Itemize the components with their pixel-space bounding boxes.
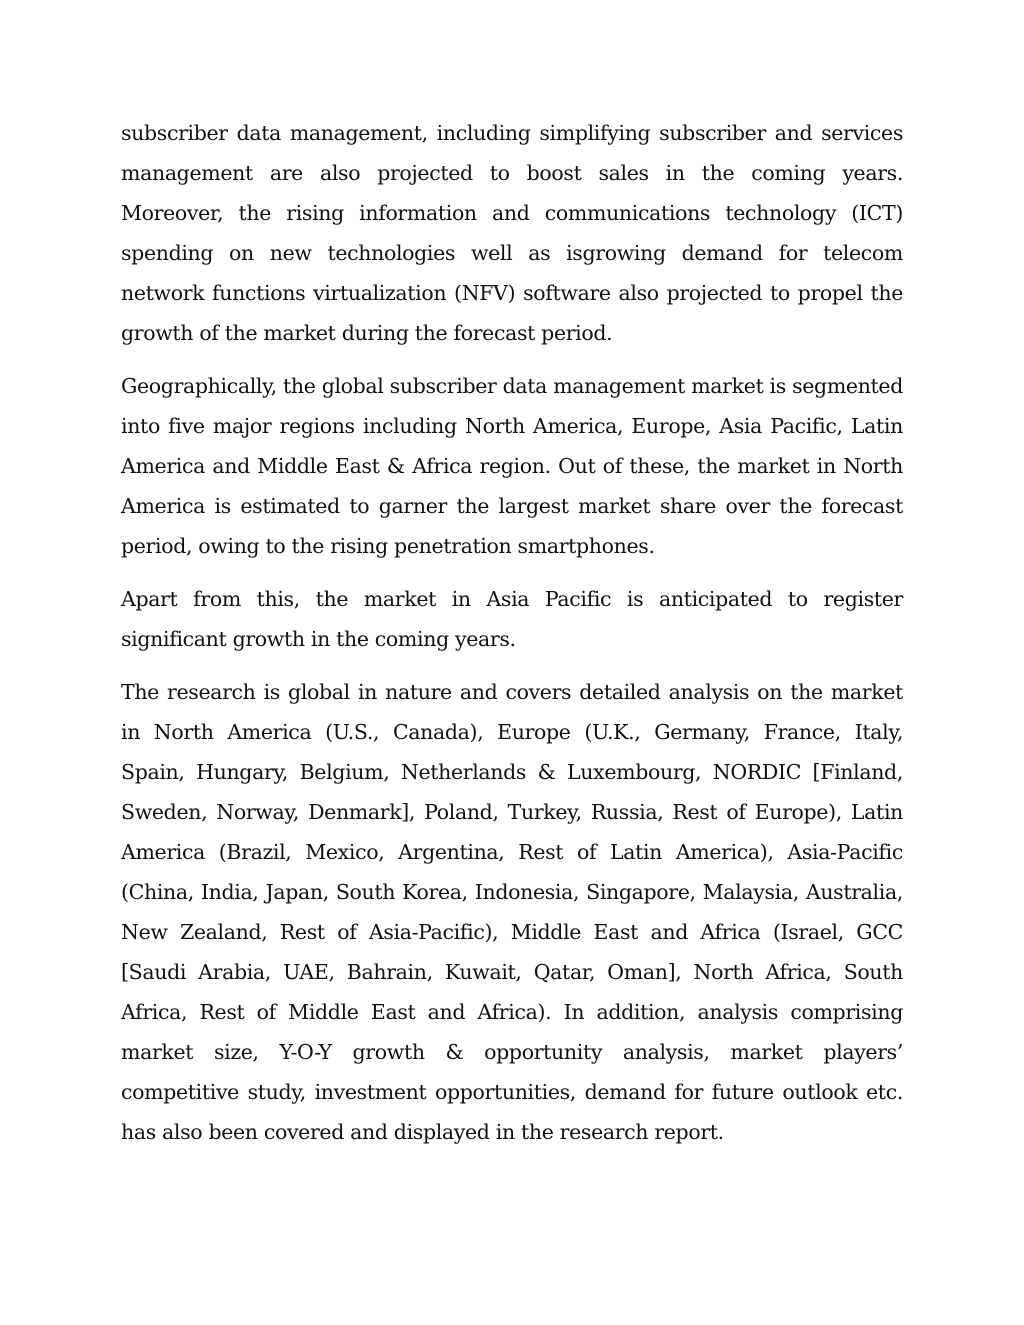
- paragraph-geography: Geographically, the global subscriber data management market is segmented into five major regions including North America, Europe, Asia Pacific, Latin America and Middle East & Africa region. Out of these, the market in North America is estimated to garner the largest market share over the forecast period, owing to the rising penetration smartphones.: [121, 374, 903, 558]
- paragraph-market-drivers: subscriber data management, including simplifying subscriber and services management are also projected to boost sales in the coming years. Moreover, the rising information and communications technology (ICT) spending on new technologies well as isgrowing demand for telecom network functions virtualization (NFV) software also projected to propel the growth of the market during the forecast period.: [121, 121, 903, 345]
- document-body: [121, 113, 903, 1165]
- paragraph-research-scope: The research is global in nature and covers detailed analysis on the market in North America (U.S., Canada), Europe (U.K., Germany, France, Italy, Spain, Hungary, Belgium, Netherlands & Luxembourg, NORDIC [Finland, Sweden, Norway, Denmark], Poland, Turkey, Russia, Rest of Europe), Latin America (Brazil, Mexico, Argentina, Rest of Latin America), Asia-Pacific (China, India, Japan, South Korea, Indonesia, Singapore, Malaysia, Australia, New Zealand, Rest of Asia-Pacific), Middle East and Africa (Israel, GCC [Saudi Arabia, UAE, Bahrain, Kuwait, Qatar, Oman], North Africa, South Africa, Rest of Middle East and Africa). In addition, analysis comprising market size, Y-O-Y growth & opportunity analysis, market players’ competitive study, investment opportunities, demand for future outlook etc. has also been covered and displayed in the research report.: [121, 680, 903, 1144]
- paragraph-asia-pacific: Apart from this, the market in Asia Pacific is anticipated to register significant growth in the coming years.: [121, 587, 903, 651]
